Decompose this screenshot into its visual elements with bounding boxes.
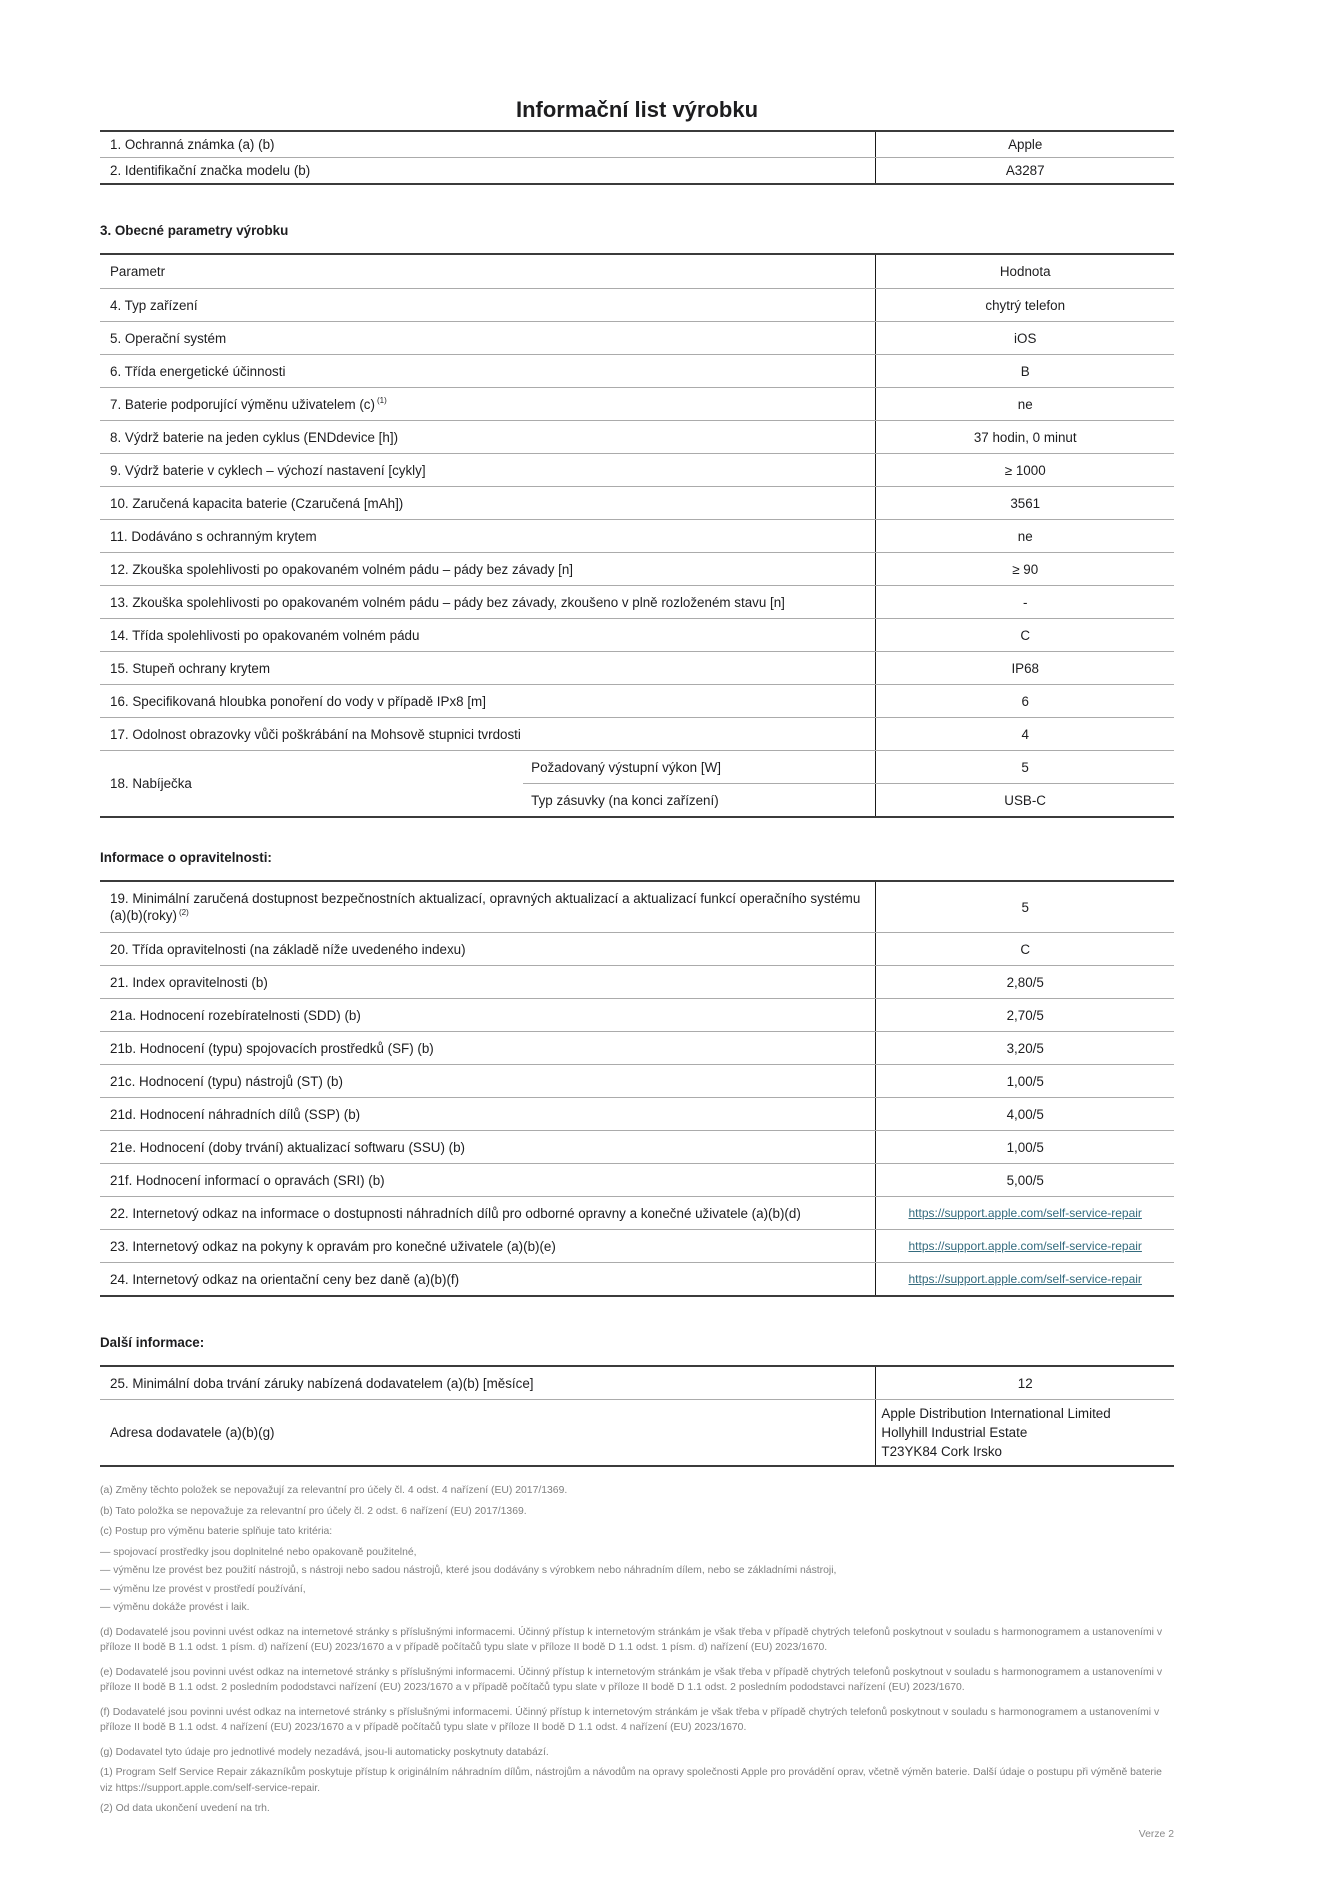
table-row	[100, 966, 1174, 999]
param-value-text: B	[1020, 363, 1030, 379]
param-label	[100, 1400, 875, 1465]
param-value	[875, 933, 1174, 965]
param-label	[100, 966, 875, 998]
param-value	[875, 652, 1174, 684]
footnote: (d) Dodavatelé jsou povinni uvést odkaz na internetové stránky s příslušnými informacemi. Účinný přístup k internetovým stránkám je však třeba v případě chytrých telefonů poskytnout v souladu s harmonogramem a ustanoveními v příloze II bodě B 1.1 odst. 1 písm. d) nařízení (EU) 2023/1670 a v případě počítačů typu slate v příloze II bodě D 1.1 odst. 1 písm. d) nařízení (EU) 2023/1670.	[100, 1626, 1163, 1653]
param-value-text: 1,00/5	[1006, 1139, 1044, 1155]
param-label	[100, 487, 875, 519]
param-value-text: 5,00/5	[1006, 1172, 1044, 1188]
param-value-text: 3,20/5	[1006, 1040, 1044, 1056]
param-label-text: 21b. Hodnocení (typu) spojovacích prostředků (SF) (b)	[110, 1040, 434, 1056]
address-line: Hollyhill Industrial Estate	[881, 1425, 1028, 1440]
param-label-text: 23. Internetový odkaz na pokyny k opravám pro konečné uživatele (a)(b)(e)	[110, 1238, 556, 1254]
param-label	[100, 718, 875, 750]
table-row	[100, 933, 1174, 966]
param-value	[875, 1400, 1174, 1465]
table-row	[100, 1032, 1174, 1065]
supplier-address-row	[100, 1400, 1174, 1465]
table-row	[100, 1065, 1174, 1098]
param-value	[875, 520, 1174, 552]
table-row	[100, 999, 1174, 1032]
param-label-text: 2. Identifikační značka modelu (b)	[110, 163, 311, 178]
param-value-text: iOS	[1014, 330, 1037, 346]
column-header-text: Hodnota	[999, 264, 1051, 279]
table-row	[100, 487, 1174, 520]
param-label	[100, 158, 875, 183]
param-value	[875, 999, 1174, 1031]
param-value	[875, 553, 1174, 585]
support-link[interactable]: https://support.apple.com/self-service-repair	[908, 1205, 1142, 1220]
table-row	[100, 388, 1174, 421]
param-label-text: 11. Dodáváno s ochranným krytem	[110, 528, 317, 544]
param-label-text: Typ zásuvky (na konci zařízení)	[531, 792, 719, 808]
general-rows	[100, 289, 1174, 751]
param-value-text: C	[1020, 627, 1031, 643]
param-value	[875, 322, 1174, 354]
param-value	[875, 1131, 1174, 1163]
table-header-row	[100, 255, 1174, 289]
column-header-parametr	[100, 255, 875, 288]
param-value	[875, 388, 1174, 420]
param-value-text: 5	[1021, 759, 1029, 775]
param-value	[875, 1098, 1174, 1130]
param-label-text: Požadovaný výstupní výkon [W]	[531, 759, 721, 775]
column-header-hodnota	[875, 255, 1174, 288]
support-link[interactable]: https://support.apple.com/self-service-repair	[908, 1238, 1142, 1253]
table-row	[100, 1098, 1174, 1131]
charger-row	[100, 751, 1174, 816]
param-label-text: 19. Minimální zaručená dostupnost bezpečnostních aktualizací, opravných aktualizací a aktualizací funkcí operačního systému (a)(b)(roky) $^{(2)}$	[110, 891, 861, 923]
param-value-text: 4,00/5	[1006, 1106, 1044, 1122]
table-row	[100, 685, 1174, 718]
section-heading-additional: Další informace:	[100, 1335, 205, 1350]
footnote-superscript: (2)	[178, 907, 189, 917]
param-label	[100, 1197, 875, 1229]
footnote: (f) Dodavatelé jsou povinni uvést odkaz na internetové stránky s příslušnými informacemi. Účinný přístup k internetovým stránkám je však třeba v případě chytrých telefonů poskytnout v souladu s harmonogramem a ustanoveními v příloze II bodě B 1.1 odst. 4 nařízení (EU) 2023/1670 a v případě počítačů typu slate v příloze II bodě D 1.1 odst. 4 nařízení (EU) 2023/1670.	[100, 1706, 1160, 1733]
param-value-text: 6	[1021, 693, 1029, 709]
footnote: (g) Dodavatel tyto údaje pro jednotlivé modely nezadává, jsou-li automaticky poskytnuty databází.	[100, 1746, 549, 1758]
param-label	[100, 619, 875, 651]
charger-sub-label	[523, 751, 875, 783]
param-label-text: 8. Výdrž baterie na jeden cyklus (ENDdevice [h])	[110, 429, 399, 445]
param-value	[875, 882, 1174, 932]
param-label	[100, 289, 875, 321]
table-row	[100, 718, 1174, 751]
table-row	[100, 355, 1174, 388]
param-label-text: 10. Zaručená kapacita baterie (Czaručená [mAh])	[110, 495, 404, 511]
param-value	[875, 1032, 1174, 1064]
param-label	[100, 1367, 875, 1399]
table-row	[100, 322, 1174, 355]
param-value	[875, 619, 1174, 651]
param-label	[100, 685, 875, 717]
charger-sub-label	[523, 784, 875, 816]
column-header-text: Parametr	[110, 264, 166, 279]
footnote: (a) Změny těchto položek se nepovažují za relevantní pro účely čl. 4 odst. 4 nařízení (EU) 2017/1369.	[100, 1485, 568, 1496]
general-parameters-table	[100, 253, 1174, 818]
param-label	[100, 586, 875, 618]
param-label-text: Adresa dodavatele (a)(b)(g)	[110, 1425, 275, 1440]
supplier-address	[881, 1404, 1110, 1461]
param-value-text: 12	[1017, 1375, 1033, 1391]
param-value-text: 3561	[1010, 495, 1041, 511]
param-label	[100, 1230, 875, 1262]
param-value-text: chytrý telefon	[985, 297, 1066, 313]
param-label-text: 24. Internetový odkaz na orientační ceny bez daně (a)(b)(f)	[110, 1271, 460, 1287]
table-row	[100, 1131, 1174, 1164]
param-label	[100, 421, 875, 453]
footnote: (1) Program Self Service Repair zákazníkům poskytuje přístup k originálním náhradním dílům, nástrojům a návodům na opravy společnosti Apple pro provádění oprav, včetně výměn baterie. Další údaje o postupu při výměně baterie viz https://support.apple.com/self-service-repair.	[100, 1767, 1162, 1794]
param-value-text: -	[1022, 594, 1028, 610]
footnote: — výměnu dokáže provést i laik.	[100, 1602, 250, 1613]
param-label-text: 14. Třída spolehlivosti po opakovaném volném pádu	[110, 627, 420, 643]
param-value-text: ne	[1017, 396, 1033, 412]
param-value	[875, 487, 1174, 519]
param-label-text: 13. Zkouška spolehlivosti po opakovaném volném pádu – pády bez závady, zkoušeno v plně rozloženém stavu [n]	[110, 594, 785, 610]
param-value	[875, 784, 1174, 816]
footnote: — výměnu lze provést v prostředí používání,	[100, 1583, 306, 1595]
param-label-text: 21a. Hodnocení rozebíratelnosti (SDD) (b)	[110, 1007, 361, 1023]
param-value	[875, 1263, 1174, 1295]
param-value-text: 2,80/5	[1006, 974, 1044, 990]
table-row	[100, 1230, 1174, 1263]
param-value-text: Apple	[1008, 137, 1043, 152]
table-row	[100, 652, 1174, 685]
table-row	[100, 289, 1174, 322]
param-label	[100, 933, 875, 965]
table-row	[100, 520, 1174, 553]
table-row	[100, 1367, 1174, 1400]
param-value-text: ≥ 1000	[1004, 462, 1046, 478]
version-label: Verze 2	[1138, 1828, 1174, 1840]
table-row	[100, 454, 1174, 487]
param-value	[875, 685, 1174, 717]
param-label-text: 21. Index opravitelnosti (b)	[110, 974, 268, 990]
section-heading-general: 3. Obecné parametry výrobku	[100, 223, 289, 238]
param-label-text: 22. Internetový odkaz na informace o dostupnosti náhradních dílů pro odborné opravny a konečné uživatele (a)(b)(d)	[110, 1205, 801, 1221]
param-value	[875, 718, 1174, 750]
param-label	[100, 454, 875, 486]
footnotes	[100, 1483, 1174, 1817]
table-row	[100, 882, 1174, 933]
param-label	[100, 520, 875, 552]
param-value-text: USB-C	[1004, 792, 1046, 808]
param-label-text: 21e. Hodnocení (doby trvání) aktualizací softwaru (SSU) (b)	[110, 1139, 466, 1155]
param-label-text: 7. Baterie podporující výměnu uživatelem (c) $^{(1)}$	[110, 396, 387, 412]
param-value	[875, 586, 1174, 618]
table-row	[100, 132, 1174, 158]
table-row	[100, 553, 1174, 586]
param-value	[875, 289, 1174, 321]
page-title: Informační list výrobku	[515, 97, 759, 122]
param-label	[100, 999, 875, 1031]
charger-sub-table	[523, 751, 1174, 816]
footnote: — spojovací prostředky jsou doplnitelné nebo opakovaně použitelné,	[100, 1546, 417, 1558]
param-label	[100, 388, 875, 420]
param-value-text: 5	[1021, 899, 1029, 915]
repairability-table	[100, 880, 1174, 1297]
param-value-text: 4	[1021, 726, 1029, 742]
param-value-text: C	[1020, 941, 1031, 957]
param-label	[100, 1131, 875, 1163]
param-label-text: 5. Operační systém	[110, 330, 227, 346]
product-identity-table	[100, 130, 1174, 185]
param-value-text: IP68	[1011, 660, 1039, 676]
param-label	[100, 751, 523, 816]
param-value-text: A3287	[1005, 163, 1045, 178]
charger-sub-row	[523, 751, 1174, 783]
param-label-text: 9. Výdrž baterie v cyklech – výchozí nastavení [cykly]	[110, 462, 426, 478]
footnote: (e) Dodavatelé jsou povinni uvést odkaz na internetové stránky s příslušnými informacemi. Účinný přístup k internetovým stránkám je však třeba v případě chytrých telefonů poskytnout v souladu s harmonogramem a ustanoveními v příloze II bodě B 1.1 odst. 2 posledním pododstavci nařízení (EU) 2023/1670 a v případě počítačů typu slate v příloze II bodě D 1.1 odst. 2 posledním pododstavci nařízení (EU) 2023/1670.	[100, 1666, 1163, 1693]
param-label	[100, 1164, 875, 1196]
param-value	[875, 1065, 1174, 1097]
param-label-text: 6. Třída energetické účinnosti	[110, 363, 286, 379]
footnote: — výměnu lze provést bez použití nástrojů, s nástroji nebo sadou nástrojů, které jsou dodávány s výrobkem nebo náhradním dílem, nebo se základními nástroji,	[100, 1565, 837, 1576]
charger-sub-row	[523, 783, 1174, 816]
param-label	[100, 1263, 875, 1295]
param-label	[100, 355, 875, 387]
param-label-text: 21f. Hodnocení informací o opravách (SRI) (b)	[110, 1172, 385, 1188]
footnote-superscript: (1)	[376, 396, 387, 406]
param-label-text: 4. Typ zařízení	[110, 297, 198, 313]
param-value	[875, 966, 1174, 998]
param-value-text: 1,00/5	[1006, 1073, 1044, 1089]
additional-info-table	[100, 1365, 1174, 1467]
param-value	[875, 1164, 1174, 1196]
table-row	[100, 586, 1174, 619]
section-heading-repairability: Informace o opravitelnosti:	[100, 850, 272, 865]
param-value	[875, 421, 1174, 453]
param-value	[875, 1230, 1174, 1262]
param-value-text: ≥ 90	[1012, 561, 1039, 577]
param-label-text: 16. Specifikovaná hloubka ponoření do vody v případě IPx8 [m]	[110, 693, 486, 709]
param-value	[875, 1197, 1174, 1229]
param-label	[100, 553, 875, 585]
param-label-text: 15. Stupeň ochrany krytem	[110, 660, 271, 676]
table-row	[100, 158, 1174, 183]
param-label	[100, 882, 875, 932]
param-label-text: 21c. Hodnocení (typu) nástrojů (ST) (b)	[110, 1073, 343, 1089]
param-value	[875, 132, 1174, 157]
param-label	[100, 652, 875, 684]
param-label-text: 17. Odolnost obrazovky vůči poškrábání na Mohsově stupnici tvrdosti	[110, 726, 521, 742]
param-value	[875, 355, 1174, 387]
param-label	[100, 1065, 875, 1097]
table-row	[100, 421, 1174, 454]
param-label-text: 18. Nabíječka	[110, 776, 192, 791]
param-value	[875, 158, 1174, 183]
table-row	[100, 1164, 1174, 1197]
param-label	[100, 1098, 875, 1130]
support-link[interactable]: https://support.apple.com/self-service-repair	[908, 1271, 1142, 1286]
param-label-text: 25. Minimální doba trvání záruky nabízená dodavatelem (a)(b) [měsíce]	[110, 1375, 534, 1391]
param-value-text: 2,70/5	[1006, 1007, 1044, 1023]
table-row	[100, 619, 1174, 652]
param-value-text: 37 hodin, 0 minut	[973, 429, 1077, 445]
param-label-text: 21d. Hodnocení náhradních dílů (SSP) (b)	[110, 1106, 361, 1122]
param-label	[100, 1032, 875, 1064]
param-value	[875, 751, 1174, 783]
footnote: (2) Od data ukončení uvedení na trh.	[100, 1803, 270, 1814]
param-label-text: 20. Třída opravitelnosti (na základě níže uvedeného indexu)	[110, 941, 466, 957]
param-label-text: 1. Ochranná známka (a) (b)	[110, 137, 275, 152]
param-value-text: ne	[1017, 528, 1033, 544]
table-row	[100, 1263, 1174, 1295]
footnote: (c) Postup pro výměnu baterie splňuje tato kritéria:	[100, 1526, 333, 1537]
address-line: Apple Distribution International Limited	[881, 1406, 1111, 1421]
param-label-text: 12. Zkouška spolehlivosti po opakovaném volném pádu – pády bez závady [n]	[110, 561, 574, 577]
table-row	[100, 1197, 1174, 1230]
address-line: T23YK84 Cork Irsko	[881, 1444, 1002, 1459]
page-content	[100, 0, 1174, 1840]
footnote: (b) Tato položka se nepovažuje za relevantní pro účely čl. 2 odst. 6 nařízení (EU) 2017/1369.	[100, 1505, 527, 1517]
param-label	[100, 132, 875, 157]
param-value	[875, 454, 1174, 486]
param-label	[100, 322, 875, 354]
param-value	[875, 1367, 1174, 1399]
